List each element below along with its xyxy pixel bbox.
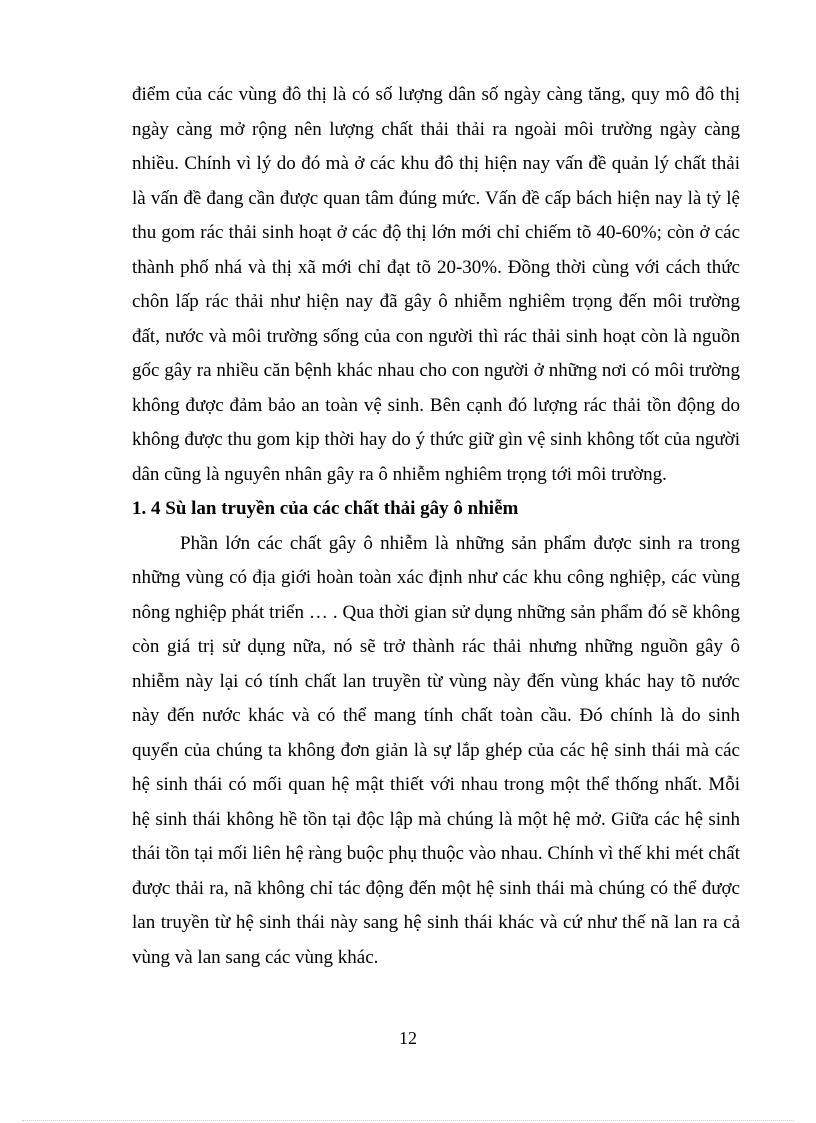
body-paragraph-1: điểm của các vùng đô thị là có số lượng dân số ngày càng tăng, quy mô đô thị ngày càng mở rộng nên lượng chất thải thải ra ngoài môi trường ngày càng nhiều. Chính vì lý do đó mà ở các khu đô thị hiện nay vấn đề quản lý chất thải là vấn đề đang cần được quan tâm đúng mức. Vấn đề cấp bách hiện nay là tỷ lệ thu gom rác thải sinh hoạt ở các độ thị lớn mới chỉ chiếm tõ 40-60%; còn ở các thành phố nhá và thị xã mới chỉ đạt tõ 20-30%. Đồng thời cùng với cách thức chôn lấp rác thải như hiện nay đã gây ô nhiễm nghiêm trọng đến môi trường đất, nước và môi trường sống của con người thì rác thải sinh hoạt còn là nguồn gốc gây ra nhiều căn bệnh khác nhau cho con người ở những nơi có môi trường không được đảm bảo an toàn vệ sinh. Bên cạnh đó lượng rác thải tồn động do không được thu gom kịp thời hay do ý thức giữ gìn vệ sinh không tốt của người dân cũng là nguyên nhân gây ra ô nhiễm nghiêm trọng tới môi trường. <box>132 84 740 485</box>
page-content <box>132 78 740 975</box>
body-paragraph-2: Phần lớn các chất gây ô nhiễm là những sản phẩm được sinh ra trong những vùng có địa giới hoàn toàn xác định như các khu công nghiệp, các vùng nông nghiệp phát triển … . Qua thời gian sử dụng những sản phẩm đó sẽ không còn giá trị sử dụng nữa, nó sẽ trở thành rác thải nhưng những nguồn gây ô nhiễm này lại có tính chất lan truyền từ vùng này đến vùng khác hay tõ nước này đến nước khác và có thể mang tính chất toàn cầu. Đó chính là do sinh quyển của chúng ta không đơn giản là sự lắp ghép của các hệ sinh thái mà các hệ sinh thái có mối quan hệ mật thiết với nhau trong một thể thống nhất. Mỗi hệ sinh thái không hề tồn tại độc lập mà chúng là một hệ mở. Giữa các hệ sinh thái tồn tại mối liên hệ ràng buộc phụ thuộc vào nhau. Chính vì thế khi mét chất được thải ra, nã không chỉ tác động đến một hệ sinh thái mà chúng có thể được lan truyền từ hệ sinh thái này sang hệ sinh thái khác và cứ như thế nã lan ra cả vùng và lan sang các vùng khác. <box>132 532 740 968</box>
section-heading: 1. 4 Sù lan truyền của các chất thải gây ô nhiễm <box>132 498 519 519</box>
page-bottom-rule <box>22 1120 794 1121</box>
page-number: 12 <box>399 1028 417 1048</box>
